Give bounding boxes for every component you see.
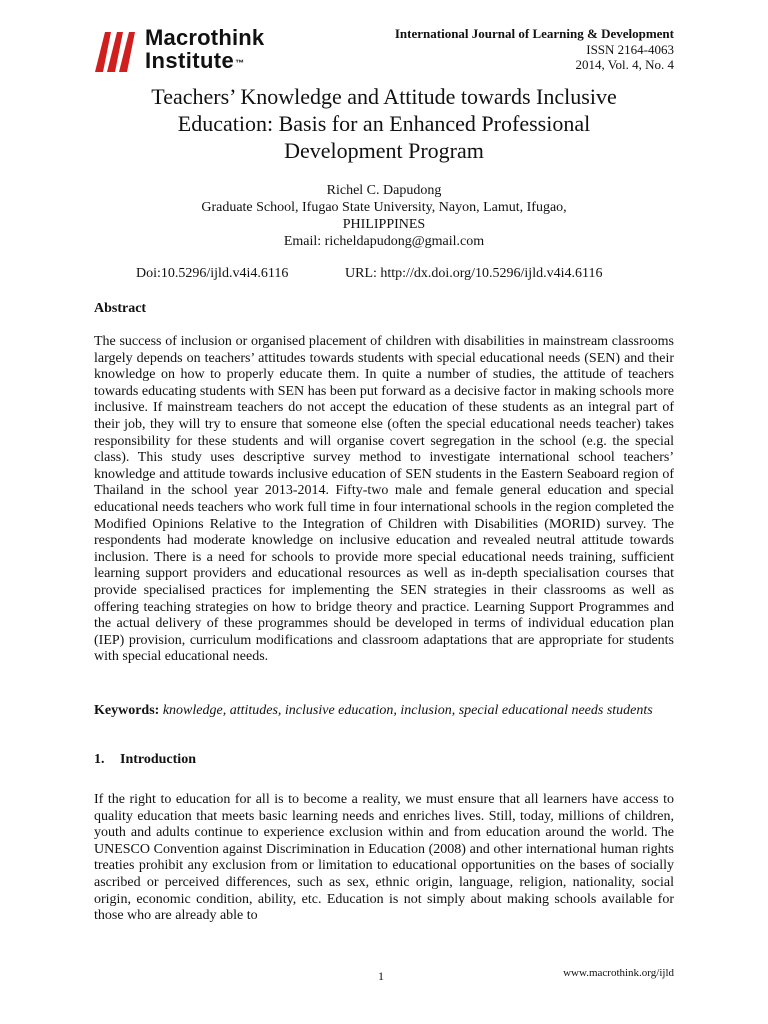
journal-volume: 2014, Vol. 4, No. 4 <box>575 57 674 72</box>
title-line-3: Development Program <box>284 138 484 163</box>
author-block <box>94 182 674 250</box>
logo-line-2-text: Institute <box>145 48 235 73</box>
section-title: Introduction <box>120 752 196 767</box>
abstract-text: The success of inclusion or organised placement of children with disabilities in mainstream classrooms largely depends on teachers’ attitudes towards students with special educational needs (SEN) and their knowledge on how to properly educate them. In quite a number of studies, the attitude of teachers towards educating students with SEN has been put forward as a decisive factor in making schools more inclusive. If mainstream teachers do not accept the education of these students as an integral part of their job, they will try to ensure that someone else (often the special educational needs teacher) takes responsibility for these students and will organise covert segregation in the school (e.g. the special class). This study uses descriptive survey method to investigate international school teachers’ knowledge and attitude towards inclusive education of SEN students in the Eastern Seaboard region of Thailand in the school year 2013-2014. Fifty-two male and female general education and special educational needs teachers who work full time in four international schools in the region completed the Modified Opinions Relative to the Integration of Children with Disabilities (MORID) survey. The respondents had moderate knowledge on inclusive education and revealed neutral attitude towards inclusion. There is a need for schools to provide more special educational needs training, sufficient learning support providers and educational resources as well as in-depth specialisation courses that provide specialised practices for implementing the SEN strategies in their classrooms as well as offering teaching strategies on how to bridge theory and practice. Learning Support Programmes and the actual delivery of these programmes should be developed in terms of individual education plan (IEP) provision, curriculum modifications and classroom adaptations that are appropriate for students with special educational needs. <box>94 334 674 665</box>
title-line-1: Teachers’ Knowledge and Attitude towards Inclusive <box>151 84 617 109</box>
logo-line-1: Macrothink <box>145 25 265 50</box>
journal-title: International Journal of Learning & Development <box>394 26 674 41</box>
section-heading-introduction <box>94 752 674 769</box>
author-country: PHILIPPINES <box>342 217 426 232</box>
macrothink-logo-icon <box>93 28 145 72</box>
author-affiliation: Graduate School, Ifugao State University, Nayon, Lamut, Ifugao, <box>201 200 567 215</box>
page-number: 1 <box>378 969 384 983</box>
logo-line-2 <box>145 50 264 72</box>
trademark-symbol: ™ <box>235 58 245 68</box>
section-number: 1. <box>94 752 105 767</box>
logo-wordmark <box>145 26 264 72</box>
paper-title <box>94 83 674 164</box>
author-name: Richel C. Dapudong <box>326 183 442 198</box>
introduction-text: If the right to education for all is to become a reality, we must ensure that all learners have access to quality education that meets basic learning needs and enriches lives. Still, today, millions of children, youth and adults continue to experience exclusion within and from education around the world. The UNESCO Convention against Discrimination in Education (2008) and other international human rights treaties prohibit any exclusion from or limitation to educational opportunities on the bases of socially ascribed or perceived differences, such as sex, ethnic origin, language, religion, nationality, social origin, economic condition, ability, etc. Education is not simply about making schools available for those who are already able to <box>94 792 674 924</box>
title-line-2: Education: Basis for an Enhanced Professional <box>177 111 591 136</box>
keywords-list: knowledge, attitudes, inclusive education, inclusion, special educational needs students <box>162 703 653 718</box>
keywords-label: Keywords: <box>94 703 160 718</box>
journal-info <box>395 26 674 73</box>
doi-link[interactable]: Doi:10.5296/ijld.v4i4.6116 <box>136 266 289 281</box>
publisher-logo <box>93 26 293 74</box>
abstract-heading: Abstract <box>94 301 147 316</box>
keywords <box>94 703 674 720</box>
author-email: Email: richeldapudong@gmail.com <box>283 234 485 249</box>
journal-issn: ISSN 2164-4063 <box>586 41 674 57</box>
url-link[interactable]: URL: http://dx.doi.org/10.5296/ijld.v4i4.6116 <box>345 266 603 281</box>
footer-url[interactable]: www.macrothink.org/ijld <box>563 967 674 979</box>
